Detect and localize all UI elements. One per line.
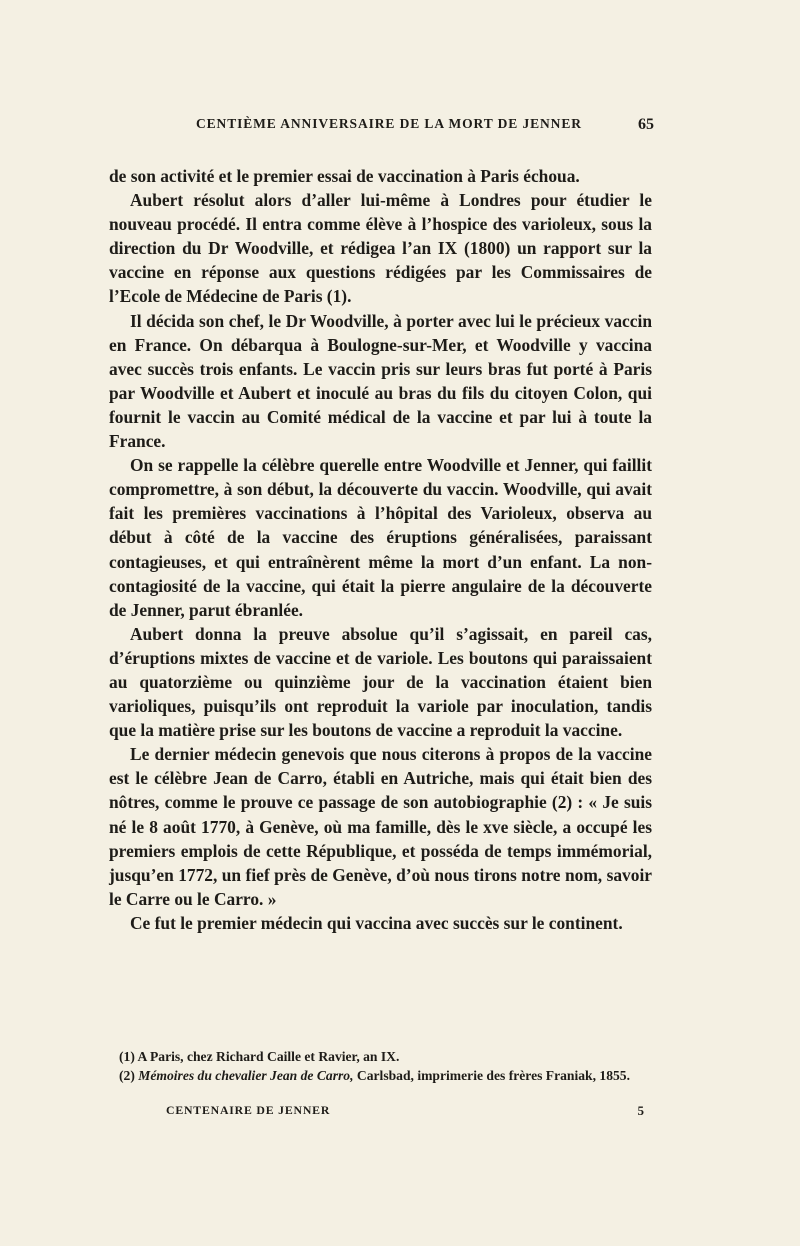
paragraph: Aubert résolut alors d’aller lui-même à Londres pour étudier le nouveau procédé. Il entra comme élève à l’hospice des varioleux, sous la direction du Dr Woodville, et rédigea l’an IX (1800) un rapport sur la vaccine en réponse aux questions rédigées par les Commissaires de l’Ecole de Médecine de Paris (1). xyxy=(109,190,652,307)
running-title: CENTIÈME ANNIVERSAIRE DE LA MORT DE JENNER xyxy=(196,116,582,131)
footnote-2 xyxy=(109,1067,652,1086)
paragraph: de son activité et le premier essai de vaccination à Paris échoua. xyxy=(109,166,580,186)
footnote-2-mark: (2) xyxy=(119,1067,135,1083)
running-head xyxy=(196,116,654,134)
footnote-2-title: Mémoires du chevalier Jean de Carro, xyxy=(138,1067,354,1083)
signature-line xyxy=(166,1103,644,1119)
body-text xyxy=(109,164,652,935)
paragraph: Il décida son chef, le Dr Woodville, à porter avec lui le précieux vaccin en France. On débarqua à Boulogne-sur-Mer, et Woodville y vaccina avec succès trois enfants. Le vaccin pris sur leurs bras fut porté à Paris par Woodville et Aubert et inoculé au bras du fils du citoyen Colon, qui fournit le vaccin au Comité médical de la vaccine et par lui à toute la France. xyxy=(109,310,652,452)
page-number: 65 xyxy=(638,116,654,133)
paragraph: Le dernier médecin genevois que nous citerons à propos de la vaccine est le célèbre Jean de Carro, établi en Autriche, mais qui était bien des nôtres, comme le prouve ce passage de son autobiographie (2) : « Je suis né le 8 août 1770, à Genève, où ma famille, dès le xve siècle, a occupé les premiers emplois de cette République, et posséda de temps immémorial, jusqu’en 1772, un fief près de Genève, d’où nous tirons notre nom, savoir le Carre ou le Carro. » xyxy=(109,744,652,909)
paragraph: Aubert donna la preuve absolue qu’il s’agissait, en pareil cas, d’éruptions mixtes de vaccine et de variole. Les boutons qui paraissaient au quatorzième ou quinzième jour de la vaccination étaient bien varioliques, puisqu’ils ont reproduit la variole par inoculation, tandis que la matière prise sur les boutons de vaccine a reproduit la vaccine. xyxy=(109,623,652,741)
footnotes xyxy=(109,1048,652,1085)
signature-text: CENTENAIRE DE JENNER xyxy=(166,1103,331,1117)
paragraph: On se rappelle la célèbre querelle entre Woodville et Jenner, qui faillit compromettre, à son début, la découverte du vaccin. Woodville, qui avait fait les premières vaccinations à l’hôpital des Varioleux, observa au début à côté de la vaccine des éruptions généralisées, paraissant contagieuses, et qui entraînèrent même la mort d’un enfant. La non-contagiosité de la vaccine, qui était la pierre angulaire de la découverte de Jenner, parut ébranlée. xyxy=(109,455,652,620)
footnote-1: (1) A Paris, chez Richard Caille et Ravier, an IX. xyxy=(119,1049,400,1064)
paragraph: Ce fut le premier médecin qui vaccina avec succès sur le continent. xyxy=(130,912,623,933)
signature-mark: 5 xyxy=(637,1103,644,1118)
footnote-2-rest: Carlsbad, imprimerie des frères Franiak, 1855. xyxy=(356,1067,631,1083)
